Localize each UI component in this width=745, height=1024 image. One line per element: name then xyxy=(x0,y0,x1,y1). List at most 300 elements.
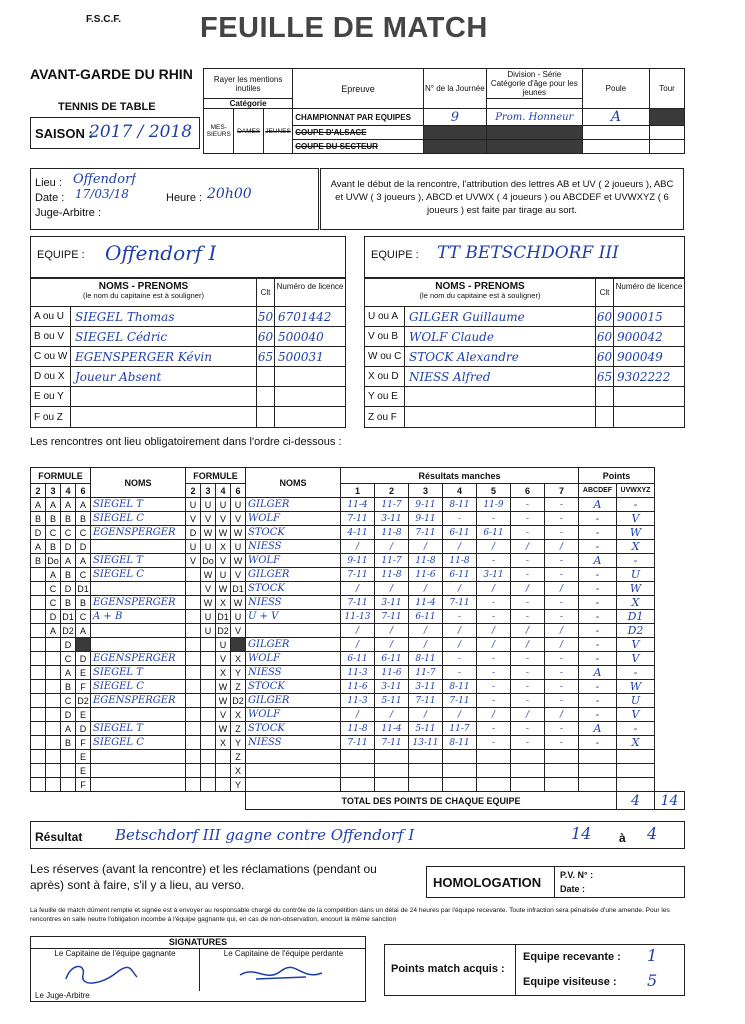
formule-right-cell xyxy=(201,722,216,736)
player-licence[interactable] xyxy=(275,387,345,406)
left-player-cell[interactable] xyxy=(91,750,186,764)
left-player-cell[interactable]: SIEGEL T xyxy=(91,498,186,512)
left-player-cell[interactable]: SIEGEL C xyxy=(91,680,186,694)
score-cell[interactable]: - xyxy=(443,666,477,680)
player-licence[interactable]: 9302222 xyxy=(617,369,671,384)
score-cell[interactable]: / xyxy=(409,708,443,722)
player-name[interactable]: WOLF Claude xyxy=(405,327,596,346)
points-abcdef-cell[interactable]: - xyxy=(579,526,617,540)
player-name[interactable] xyxy=(71,387,257,406)
right-player-cell[interactable]: WOLF xyxy=(246,708,341,722)
score-cell[interactable]: 8-11 xyxy=(443,680,477,694)
score-cell[interactable]: - xyxy=(511,498,545,512)
score-cell[interactable]: / xyxy=(443,582,477,596)
left-player-cell[interactable]: A + B xyxy=(91,610,186,624)
points-abcdef-cell[interactable]: - xyxy=(579,652,617,666)
score-cell[interactable]: 13-11 xyxy=(409,736,443,750)
score-cell[interactable]: - xyxy=(545,722,579,736)
score-cell[interactable]: / xyxy=(545,624,579,638)
score-cell[interactable]: 6-11 xyxy=(341,652,375,666)
score-cell[interactable]: / xyxy=(341,540,375,554)
player-licence[interactable] xyxy=(614,387,684,406)
score-cell[interactable]: / xyxy=(375,582,409,596)
points-abcdef-cell[interactable]: - xyxy=(579,582,617,596)
right-player-cell[interactable]: GILGER xyxy=(246,498,341,512)
player-clt[interactable] xyxy=(596,407,614,427)
right-player-cell[interactable] xyxy=(246,624,341,638)
left-player-cell[interactable] xyxy=(91,708,186,722)
left-player-cell[interactable]: EGENSPERGER xyxy=(91,694,186,708)
score-cell[interactable]: / xyxy=(443,540,477,554)
cat-messieurs[interactable]: MES-SIEURS xyxy=(204,109,234,154)
score-cell[interactable]: - xyxy=(511,736,545,750)
score-cell[interactable]: 7-11 xyxy=(341,568,375,582)
player-licence[interactable]: 500040 xyxy=(278,329,324,344)
score-cell[interactable]: 5-11 xyxy=(409,722,443,736)
score-cell[interactable]: - xyxy=(477,652,511,666)
player-licence[interactable]: 900042 xyxy=(617,329,663,344)
points-abcdef-cell[interactable]: - xyxy=(579,512,617,526)
score-cell[interactable] xyxy=(375,778,409,792)
left-player-cell[interactable]: SIEGEL C xyxy=(91,568,186,582)
player-name[interactable] xyxy=(405,387,596,406)
score-cell[interactable]: - xyxy=(511,652,545,666)
player-licence[interactable]: 500031 xyxy=(278,349,324,364)
score-cell[interactable]: - xyxy=(545,666,579,680)
points-uvwxyz-cell[interactable]: V xyxy=(617,708,655,722)
player-clt[interactable]: 65 xyxy=(596,367,614,386)
right-player-cell[interactable]: GILGER xyxy=(246,694,341,708)
player-clt[interactable]: 60 xyxy=(596,327,614,346)
score-cell[interactable] xyxy=(443,750,477,764)
right-player-cell[interactable]: NIESS xyxy=(246,736,341,750)
player-licence[interactable] xyxy=(614,407,684,427)
player-licence[interactable]: 900049 xyxy=(617,349,663,364)
score-cell[interactable] xyxy=(545,750,579,764)
points-abcdef-cell[interactable] xyxy=(579,764,617,778)
score-cell[interactable]: 8-11 xyxy=(443,498,477,512)
team-left-name[interactable]: Offendorf I xyxy=(105,241,217,265)
heure-value[interactable]: 20h00 xyxy=(207,186,252,202)
score-cell[interactable]: / xyxy=(545,540,579,554)
score-cell[interactable]: - xyxy=(511,512,545,526)
score-cell[interactable]: 7-11 xyxy=(341,512,375,526)
score-cell[interactable]: / xyxy=(375,624,409,638)
score-cell[interactable]: - xyxy=(511,554,545,568)
score-cell[interactable]: 11-8 xyxy=(409,554,443,568)
score-cell[interactable]: / xyxy=(341,638,375,652)
score-cell[interactable]: 11-13 xyxy=(341,610,375,624)
score-cell[interactable]: 7-11 xyxy=(443,596,477,610)
points-uvwxyz-cell[interactable]: U xyxy=(617,568,655,582)
score-cell[interactable]: / xyxy=(511,624,545,638)
player-name[interactable]: Joueur Absent xyxy=(71,367,257,386)
player-name[interactable]: EGENSPERGER Kévin xyxy=(71,347,257,366)
score-cell[interactable]: - xyxy=(545,652,579,666)
right-player-cell[interactable]: WOLF xyxy=(246,512,341,526)
score-cell[interactable] xyxy=(409,778,443,792)
points-abcdef-cell[interactable]: - xyxy=(579,568,617,582)
points-uvwxyz-cell[interactable] xyxy=(617,778,655,792)
score-cell[interactable] xyxy=(511,750,545,764)
score-cell[interactable]: 9-11 xyxy=(341,554,375,568)
points-abcdef-cell[interactable] xyxy=(579,778,617,792)
left-player-cell[interactable]: SIEGEL T xyxy=(91,666,186,680)
points-uvwxyz-cell[interactable]: U xyxy=(617,694,655,708)
right-player-cell[interactable]: STOCK xyxy=(246,582,341,596)
journee-value[interactable]: 9 xyxy=(423,109,486,126)
score-cell[interactable] xyxy=(477,764,511,778)
score-cell[interactable]: 7-11 xyxy=(443,694,477,708)
score-cell[interactable]: 7-11 xyxy=(409,694,443,708)
points-uvwxyz-cell[interactable]: V xyxy=(617,638,655,652)
score-cell[interactable]: / xyxy=(545,638,579,652)
score-cell[interactable]: - xyxy=(545,512,579,526)
score-cell[interactable]: - xyxy=(477,610,511,624)
left-player-cell[interactable] xyxy=(91,638,186,652)
points-uvwxyz-cell[interactable]: X xyxy=(617,736,655,750)
score-cell[interactable]: / xyxy=(341,708,375,722)
score-cell[interactable]: 3-11 xyxy=(375,512,409,526)
score-cell[interactable]: - xyxy=(477,694,511,708)
points-abcdef-cell[interactable]: - xyxy=(579,694,617,708)
score-cell[interactable]: 11-8 xyxy=(341,722,375,736)
score-cell[interactable] xyxy=(545,764,579,778)
left-player-cell[interactable] xyxy=(91,540,186,554)
score-cell[interactable]: / xyxy=(545,582,579,596)
points-uvwxyz-cell[interactable]: - xyxy=(617,666,655,680)
player-name[interactable]: NIESS Alfred xyxy=(405,367,596,386)
points-uvwxyz-cell[interactable]: W xyxy=(617,582,655,596)
score-cell[interactable] xyxy=(443,764,477,778)
score-cell[interactable]: - xyxy=(477,722,511,736)
score-left[interactable]: 14 xyxy=(571,824,592,843)
score-cell[interactable]: 7-11 xyxy=(375,736,409,750)
score-cell[interactable]: 5-11 xyxy=(375,694,409,708)
points-abcdef-cell[interactable]: - xyxy=(579,736,617,750)
resultat-text[interactable]: Betschdorf III gagne contre Offendorf I xyxy=(115,826,415,844)
score-cell[interactable]: - xyxy=(477,680,511,694)
points-uvwxyz-cell[interactable]: - xyxy=(617,554,655,568)
score-cell[interactable]: 11-7 xyxy=(375,554,409,568)
right-player-cell[interactable]: GILGER xyxy=(246,638,341,652)
score-cell[interactable]: / xyxy=(477,638,511,652)
score-cell[interactable]: / xyxy=(375,540,409,554)
score-cell[interactable]: - xyxy=(511,526,545,540)
player-clt[interactable]: 60 xyxy=(596,307,614,326)
score-cell[interactable]: 11-4 xyxy=(409,596,443,610)
score-cell[interactable]: / xyxy=(341,582,375,596)
score-cell[interactable]: - xyxy=(477,666,511,680)
score-cell[interactable]: 11-4 xyxy=(341,498,375,512)
score-cell[interactable]: - xyxy=(443,652,477,666)
score-cell[interactable] xyxy=(409,750,443,764)
score-cell[interactable]: - xyxy=(545,694,579,708)
points-uvwxyz-cell[interactable]: D1 xyxy=(617,610,655,624)
points-abcdef-cell[interactable]: - xyxy=(579,610,617,624)
score-cell[interactable]: 11-7 xyxy=(409,666,443,680)
formule-right-cell xyxy=(186,680,201,694)
score-cell[interactable]: 11-9 xyxy=(477,498,511,512)
score-cell[interactable]: - xyxy=(545,498,579,512)
score-cell[interactable]: - xyxy=(477,596,511,610)
saison-value[interactable]: 2017 / 2018 xyxy=(89,122,193,142)
score-cell[interactable]: / xyxy=(477,624,511,638)
score-cell[interactable]: / xyxy=(477,708,511,722)
player-clt[interactable]: 50 xyxy=(257,307,275,326)
points-abcdef-cell[interactable]: A xyxy=(579,722,617,736)
points-uvwxyz-cell[interactable]: X xyxy=(617,596,655,610)
right-player-cell[interactable]: U + V xyxy=(246,610,341,624)
score-cell[interactable]: / xyxy=(409,624,443,638)
score-cell[interactable] xyxy=(375,750,409,764)
formule-right-cell: V xyxy=(216,554,231,568)
left-player-cell[interactable]: EGENSPERGER xyxy=(91,652,186,666)
right-player-cell[interactable]: GILGER xyxy=(246,568,341,582)
recevante-value[interactable]: 1 xyxy=(647,946,658,965)
score-cell[interactable]: 9-11 xyxy=(409,498,443,512)
score-cell[interactable]: / xyxy=(341,624,375,638)
score-cell[interactable]: - xyxy=(545,596,579,610)
score-cell[interactable]: 11-7 xyxy=(443,722,477,736)
visiteuse-value[interactable]: 5 xyxy=(647,971,658,990)
score-cell[interactable]: - xyxy=(545,680,579,694)
lieu-value[interactable]: Offendorf xyxy=(73,172,137,187)
score-cell[interactable]: 11-8 xyxy=(375,526,409,540)
points-uvwxyz-cell[interactable] xyxy=(617,764,655,778)
score-cell[interactable] xyxy=(443,778,477,792)
score-cell[interactable] xyxy=(545,778,579,792)
points-uvwxyz-cell[interactable] xyxy=(617,750,655,764)
points-abcdef-cell[interactable]: - xyxy=(579,708,617,722)
score-cell[interactable]: - xyxy=(545,554,579,568)
player-clt[interactable] xyxy=(596,387,614,406)
score-cell[interactable]: 11-8 xyxy=(375,568,409,582)
points-abcdef-cell[interactable]: - xyxy=(579,638,617,652)
score-cell[interactable]: 7-11 xyxy=(375,610,409,624)
right-player-cell[interactable]: NIESS xyxy=(246,666,341,680)
team-right-name[interactable]: TT BETSCHDORF III xyxy=(437,243,619,263)
score-cell[interactable]: - xyxy=(511,610,545,624)
score-cell[interactable]: - xyxy=(545,568,579,582)
left-player-cell[interactable] xyxy=(91,764,186,778)
score-cell[interactable]: - xyxy=(511,694,545,708)
points-uvwxyz-cell[interactable]: D2 xyxy=(617,624,655,638)
score-cell[interactable]: 11-3 xyxy=(341,694,375,708)
score-cell[interactable]: / xyxy=(443,624,477,638)
player-name[interactable]: GILGER Guillaume xyxy=(405,307,596,326)
score-cell[interactable]: 7-11 xyxy=(409,526,443,540)
score-cell[interactable]: / xyxy=(375,708,409,722)
score-cell[interactable]: 4-11 xyxy=(341,526,375,540)
score-cell[interactable]: / xyxy=(443,638,477,652)
score-cell[interactable]: 6-11 xyxy=(477,526,511,540)
points-abcdef-cell[interactable]: - xyxy=(579,680,617,694)
score-cell[interactable]: 6-11 xyxy=(443,526,477,540)
points-uvwxyz-cell[interactable]: W xyxy=(617,680,655,694)
score-cell[interactable]: / xyxy=(409,638,443,652)
score-cell[interactable]: 8-11 xyxy=(443,736,477,750)
total-left[interactable]: 4 xyxy=(617,792,655,810)
score-cell[interactable]: 6-11 xyxy=(409,610,443,624)
right-player-cell[interactable] xyxy=(246,750,341,764)
score-cell[interactable]: 11-4 xyxy=(375,722,409,736)
points-abcdef-cell[interactable] xyxy=(579,750,617,764)
score-cell[interactable]: 3-11 xyxy=(375,680,409,694)
score-right[interactable]: 4 xyxy=(647,824,658,843)
right-player-cell[interactable]: STOCK xyxy=(246,722,341,736)
score-cell[interactable] xyxy=(477,778,511,792)
points-uvwxyz-cell[interactable]: X xyxy=(617,540,655,554)
score-cell[interactable] xyxy=(511,764,545,778)
score-cell[interactable]: - xyxy=(511,596,545,610)
score-cell[interactable]: - xyxy=(511,568,545,582)
right-player-cell[interactable]: WOLF xyxy=(246,652,341,666)
score-cell[interactable]: / xyxy=(409,582,443,596)
score-cell[interactable]: / xyxy=(477,582,511,596)
score-cell[interactable]: / xyxy=(477,540,511,554)
score-cell[interactable]: - xyxy=(511,680,545,694)
score-cell[interactable]: 6-11 xyxy=(375,652,409,666)
points-abcdef-cell[interactable]: A xyxy=(579,666,617,680)
points-uvwxyz-cell[interactable]: - xyxy=(617,722,655,736)
left-player-cell[interactable]: EGENSPERGER xyxy=(91,526,186,540)
player-clt[interactable]: 60 xyxy=(596,347,614,366)
right-player-cell[interactable]: NIESS xyxy=(246,596,341,610)
division-value[interactable]: Prom. Honneur xyxy=(486,109,582,126)
points-abcdef-cell[interactable]: - xyxy=(579,540,617,554)
score-cell[interactable]: 3-11 xyxy=(409,680,443,694)
left-player-cell[interactable] xyxy=(91,582,186,596)
score-cell[interactable]: / xyxy=(511,638,545,652)
player-name[interactable] xyxy=(405,407,596,427)
score-cell[interactable] xyxy=(375,764,409,778)
epreuve-coupe-alsace[interactable]: COUPE D'ALSACE xyxy=(293,126,424,140)
points-abcdef-cell[interactable]: A xyxy=(579,498,617,512)
left-player-cell[interactable] xyxy=(91,624,186,638)
player-clt[interactable]: 60 xyxy=(257,327,275,346)
score-cell[interactable]: - xyxy=(477,512,511,526)
score-cell[interactable] xyxy=(511,778,545,792)
score-cell[interactable]: - xyxy=(477,736,511,750)
points-uvwxyz-cell[interactable]: V xyxy=(617,652,655,666)
score-cell[interactable]: - xyxy=(511,722,545,736)
score-cell[interactable]: - xyxy=(443,610,477,624)
score-cell[interactable]: 3-11 xyxy=(477,568,511,582)
formule-right-cell xyxy=(186,764,201,778)
score-cell[interactable]: - xyxy=(477,554,511,568)
score-cell[interactable]: 7-11 xyxy=(341,736,375,750)
cat-dames[interactable]: DAMES xyxy=(234,109,263,154)
right-player-cell[interactable]: STOCK xyxy=(246,526,341,540)
score-cell[interactable] xyxy=(409,764,443,778)
player-clt[interactable]: 65 xyxy=(257,347,275,366)
score-cell[interactable]: 6-11 xyxy=(443,568,477,582)
player-licence[interactable]: 900015 xyxy=(617,309,663,324)
points-abcdef-cell[interactable]: - xyxy=(579,596,617,610)
left-player-cell[interactable]: SIEGEL C xyxy=(91,512,186,526)
left-player-cell[interactable]: SIEGEL C xyxy=(91,736,186,750)
player-row xyxy=(31,327,345,347)
score-cell[interactable]: - xyxy=(511,666,545,680)
score-cell[interactable]: 11-7 xyxy=(375,498,409,512)
player-clt[interactable] xyxy=(257,407,275,427)
score-cell[interactable]: / xyxy=(511,540,545,554)
score-cell[interactable]: - xyxy=(545,610,579,624)
cat-jeunes[interactable]: JEUNES xyxy=(263,109,292,154)
score-cell[interactable]: 11-6 xyxy=(341,680,375,694)
date-value[interactable]: 17/03/18 xyxy=(75,187,129,201)
player-clt[interactable] xyxy=(257,387,275,406)
page-title: FEUILLE DE MATCH xyxy=(200,12,488,44)
player-licence[interactable] xyxy=(275,367,345,386)
player-clt[interactable] xyxy=(257,367,275,386)
score-cell[interactable]: 11-3 xyxy=(341,666,375,680)
points-uvwxyz-cell[interactable]: - xyxy=(617,498,655,512)
score-cell[interactable]: / xyxy=(511,708,545,722)
score-cell[interactable]: 3-11 xyxy=(375,596,409,610)
epreuve-championnat[interactable]: CHAMPIONNAT PAR EQUIPES xyxy=(293,109,424,126)
right-player-cell[interactable] xyxy=(246,764,341,778)
score-cell[interactable]: - xyxy=(545,526,579,540)
loser-signature[interactable] xyxy=(236,961,326,987)
score-cell[interactable]: 11-6 xyxy=(409,568,443,582)
score-cell[interactable]: 7-11 xyxy=(341,596,375,610)
score-cell[interactable]: / xyxy=(511,582,545,596)
left-player-cell[interactable]: SIEGEL T xyxy=(91,554,186,568)
score-cell[interactable]: / xyxy=(375,638,409,652)
score-cell[interactable]: / xyxy=(545,708,579,722)
winner-signature[interactable] xyxy=(61,961,141,987)
score-cell[interactable]: 11-6 xyxy=(375,666,409,680)
points-abcdef-cell[interactable]: - xyxy=(579,624,617,638)
points-match-label: Points match acquis : xyxy=(391,963,505,975)
left-player-cell[interactable]: EGENSPERGER xyxy=(91,596,186,610)
epreuve-coupe-secteur[interactable]: COUPE DU SECTEUR xyxy=(293,140,424,154)
left-player-cell[interactable] xyxy=(91,778,186,792)
total-right[interactable]: 14 xyxy=(655,792,685,810)
points-abcdef-cell[interactable]: A xyxy=(579,554,617,568)
score-cell[interactable] xyxy=(341,778,375,792)
score-cell[interactable]: 9-11 xyxy=(409,512,443,526)
right-player-cell[interactable]: WOLF xyxy=(246,554,341,568)
score-cell[interactable]: / xyxy=(409,540,443,554)
score-cell[interactable]: 8-11 xyxy=(409,652,443,666)
score-cell[interactable]: / xyxy=(443,708,477,722)
score-cell[interactable]: - xyxy=(545,736,579,750)
player-name[interactable]: SIEGEL Cédric xyxy=(71,327,257,346)
score-cell[interactable]: - xyxy=(443,512,477,526)
player-licence[interactable]: 6701442 xyxy=(278,309,332,324)
score-cell[interactable] xyxy=(477,750,511,764)
player-name[interactable] xyxy=(71,407,257,427)
points-uvwxyz-cell[interactable]: W xyxy=(617,526,655,540)
match-row xyxy=(31,680,685,694)
score-cell[interactable]: 11-8 xyxy=(443,554,477,568)
player-name[interactable]: STOCK Alexandre xyxy=(405,347,596,366)
player-name[interactable]: SIEGEL Thomas xyxy=(71,307,257,326)
resultat-box xyxy=(30,821,685,849)
right-player-cell[interactable]: NIESS xyxy=(246,540,341,554)
score-cell[interactable] xyxy=(341,764,375,778)
right-player-cell[interactable]: STOCK xyxy=(246,680,341,694)
poule-value[interactable]: A xyxy=(582,109,649,126)
left-player-cell[interactable]: SIEGEL T xyxy=(91,722,186,736)
right-player-cell[interactable] xyxy=(246,778,341,792)
points-uvwxyz-cell[interactable]: V xyxy=(617,512,655,526)
score-cell[interactable] xyxy=(341,750,375,764)
player-licence[interactable] xyxy=(275,407,345,427)
